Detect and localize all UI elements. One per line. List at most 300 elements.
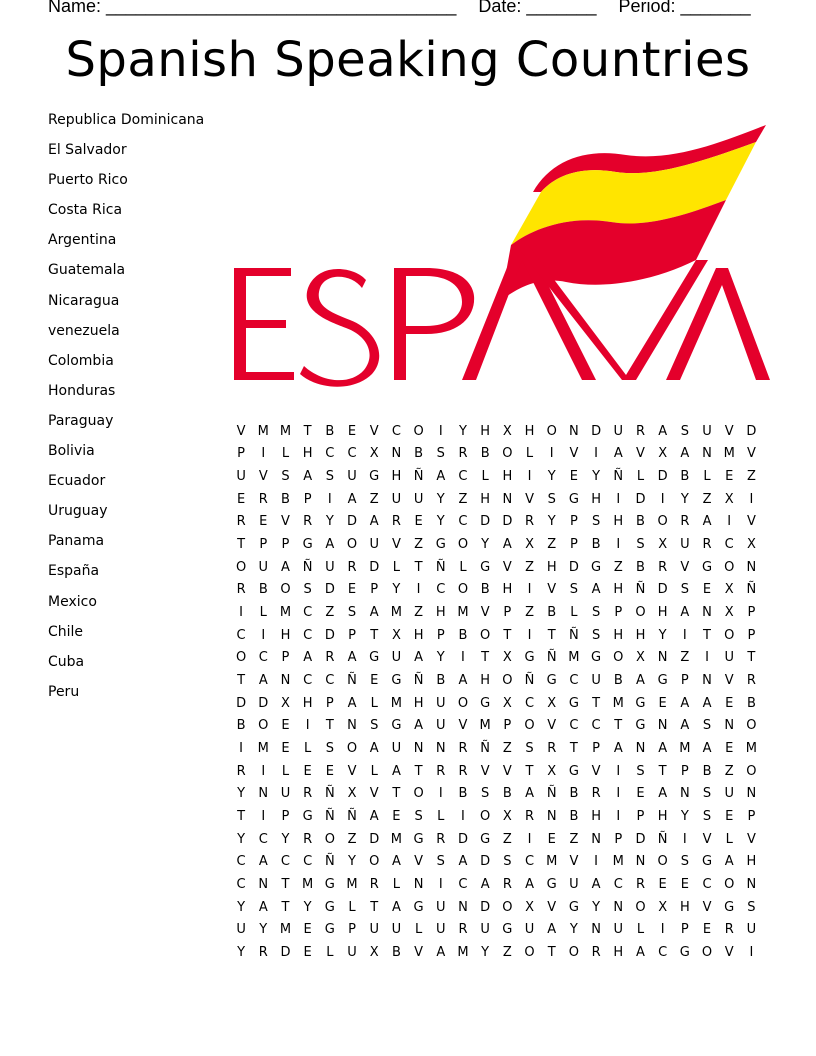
grid-letter[interactable]: T bbox=[569, 741, 578, 757]
grid-letter[interactable]: C bbox=[591, 718, 601, 734]
grid-letter[interactable]: G bbox=[591, 559, 602, 575]
grid-letter[interactable]: R bbox=[391, 514, 401, 530]
grid-letter[interactable]: Ñ bbox=[480, 741, 491, 757]
grid-letter[interactable]: R bbox=[436, 763, 446, 779]
grid-letter[interactable]: L bbox=[525, 446, 534, 462]
grid-letter[interactable]: B bbox=[281, 491, 290, 507]
grid-letter[interactable]: H bbox=[613, 582, 624, 598]
grid-letter[interactable]: U bbox=[369, 537, 379, 553]
grid-letter[interactable]: R bbox=[303, 831, 313, 847]
grid-letter[interactable]: M bbox=[257, 423, 269, 439]
grid-letter[interactable]: Ñ bbox=[324, 786, 335, 802]
grid-letter[interactable]: U bbox=[347, 469, 357, 485]
grid-letter[interactable]: N bbox=[746, 786, 757, 802]
grid-letter[interactable]: Y bbox=[547, 514, 556, 530]
grid-letter[interactable]: N bbox=[258, 876, 269, 892]
grid-letter[interactable]: E bbox=[636, 786, 645, 802]
grid-letter[interactable]: U bbox=[391, 650, 402, 666]
grid-letter[interactable]: T bbox=[392, 786, 401, 802]
grid-letter[interactable]: H bbox=[413, 695, 424, 711]
grid-letter[interactable]: E bbox=[236, 491, 246, 507]
grid-letter[interactable]: Ñ bbox=[347, 673, 357, 689]
grid-letter[interactable]: C bbox=[347, 446, 357, 462]
grid-letter[interactable]: N bbox=[613, 899, 624, 915]
grid-letter[interactable]: E bbox=[325, 763, 334, 779]
grid-letter[interactable]: B bbox=[547, 605, 557, 621]
grid-letter[interactable]: C bbox=[436, 582, 446, 598]
grid-letter[interactable]: Ñ bbox=[347, 808, 357, 824]
grid-letter[interactable]: Y bbox=[547, 469, 556, 485]
grid-letter[interactable]: Ñ bbox=[569, 627, 579, 643]
grid-letter[interactable]: R bbox=[303, 514, 313, 530]
grid-letter[interactable]: Z bbox=[547, 537, 557, 553]
grid-letter[interactable]: A bbox=[613, 446, 623, 462]
grid-letter[interactable]: Ñ bbox=[635, 582, 646, 598]
grid-letter[interactable]: R bbox=[236, 763, 246, 779]
grid-letter[interactable]: P bbox=[436, 627, 445, 643]
grid-letter[interactable]: R bbox=[303, 786, 313, 802]
grid-letter[interactable]: X bbox=[502, 695, 512, 711]
grid-letter[interactable]: C bbox=[280, 854, 290, 870]
grid-letter[interactable]: G bbox=[480, 831, 491, 847]
grid-letter[interactable]: T bbox=[237, 808, 246, 824]
grid-letter[interactable]: B bbox=[502, 786, 512, 802]
grid-letter[interactable]: Y bbox=[237, 899, 246, 915]
grid-letter[interactable]: I bbox=[261, 763, 266, 779]
grid-letter[interactable]: R bbox=[525, 514, 535, 530]
grid-letter[interactable]: B bbox=[258, 582, 268, 598]
grid-letter[interactable]: U bbox=[569, 876, 579, 892]
grid-letter[interactable]: Z bbox=[702, 491, 712, 507]
grid-letter[interactable]: A bbox=[436, 944, 446, 960]
grid-letter[interactable]: I bbox=[660, 922, 665, 938]
grid-letter[interactable]: C bbox=[236, 854, 246, 870]
grid-letter[interactable]: C bbox=[569, 718, 579, 734]
grid-letter[interactable]: D bbox=[591, 423, 602, 439]
grid-letter[interactable]: R bbox=[502, 876, 512, 892]
grid-letter[interactable]: O bbox=[746, 718, 757, 734]
grid-letter[interactable]: E bbox=[370, 673, 379, 689]
grid-letter[interactable]: A bbox=[258, 854, 268, 870]
grid-letter[interactable]: R bbox=[458, 741, 468, 757]
grid-letter[interactable]: U bbox=[391, 922, 402, 938]
grid-letter[interactable]: D bbox=[280, 944, 291, 960]
grid-letter[interactable]: U bbox=[325, 559, 335, 575]
grid-letter[interactable]: N bbox=[679, 786, 690, 802]
grid-letter[interactable]: N bbox=[657, 650, 668, 666]
grid-letter[interactable]: I bbox=[682, 627, 687, 643]
grid-letter[interactable]: Y bbox=[592, 469, 601, 485]
grid-letter[interactable]: O bbox=[657, 514, 668, 530]
grid-letter[interactable]: X bbox=[658, 537, 668, 553]
grid-letter[interactable]: V bbox=[569, 854, 579, 870]
grid-letter[interactable]: N bbox=[746, 876, 757, 892]
grid-letter[interactable]: S bbox=[303, 582, 312, 598]
grid-letter[interactable]: S bbox=[591, 514, 601, 530]
grid-letter[interactable]: Y bbox=[569, 922, 578, 938]
grid-letter[interactable]: N bbox=[702, 446, 712, 462]
grid-letter[interactable]: C bbox=[524, 695, 535, 711]
grid-letter[interactable]: M bbox=[723, 446, 735, 462]
grid-letter[interactable]: E bbox=[725, 808, 734, 824]
grid-letter[interactable]: Y bbox=[658, 627, 667, 643]
grid-letter[interactable]: V bbox=[391, 537, 401, 553]
grid-letter[interactable]: E bbox=[347, 582, 357, 598]
grid-letter[interactable]: O bbox=[413, 423, 424, 439]
grid-letter[interactable]: Z bbox=[525, 605, 534, 621]
grid-letter[interactable]: Z bbox=[414, 537, 424, 553]
grid-letter[interactable]: I bbox=[749, 491, 754, 507]
grid-letter[interactable]: G bbox=[480, 559, 491, 575]
grid-letter[interactable]: S bbox=[436, 446, 445, 462]
grid-letter[interactable]: X bbox=[547, 763, 557, 779]
grid-letter[interactable]: X bbox=[281, 695, 290, 711]
grid-letter[interactable]: B bbox=[636, 514, 645, 530]
grid-letter[interactable]: D bbox=[635, 491, 646, 507]
grid-letter[interactable]: A bbox=[347, 695, 357, 711]
grid-letter[interactable]: O bbox=[746, 763, 757, 779]
grid-letter[interactable]: H bbox=[302, 446, 313, 462]
grid-letter[interactable]: Ñ bbox=[413, 673, 424, 689]
grid-letter[interactable]: T bbox=[325, 718, 334, 734]
grid-letter[interactable]: V bbox=[547, 718, 557, 734]
grid-letter[interactable]: L bbox=[481, 469, 489, 485]
grid-letter[interactable]: M bbox=[279, 605, 292, 621]
grid-letter[interactable]: N bbox=[724, 718, 735, 734]
grid-letter[interactable]: Y bbox=[680, 491, 689, 507]
grid-letter[interactable]: O bbox=[346, 537, 358, 553]
grid-letter[interactable]: S bbox=[547, 491, 556, 507]
grid-letter[interactable]: V bbox=[414, 944, 424, 960]
grid-letter[interactable]: A bbox=[480, 876, 490, 892]
grid-letter[interactable]: A bbox=[458, 854, 468, 870]
grid-letter[interactable]: P bbox=[259, 537, 268, 553]
grid-letter[interactable]: A bbox=[369, 741, 379, 757]
grid-letter[interactable]: A bbox=[325, 537, 335, 553]
grid-letter[interactable]: P bbox=[680, 673, 689, 689]
grid-letter[interactable]: V bbox=[680, 559, 690, 575]
grid-letter[interactable]: E bbox=[303, 944, 312, 960]
grid-letter[interactable]: T bbox=[481, 650, 490, 666]
grid-letter[interactable]: S bbox=[569, 582, 579, 598]
grid-letter[interactable]: L bbox=[636, 922, 645, 938]
grid-letter[interactable]: Y bbox=[237, 831, 246, 847]
grid-letter[interactable]: G bbox=[391, 718, 402, 734]
grid-letter[interactable]: P bbox=[747, 808, 756, 824]
grid-letter[interactable]: E bbox=[725, 741, 734, 757]
grid-letter[interactable]: G bbox=[568, 763, 579, 779]
grid-letter[interactable]: T bbox=[281, 876, 290, 892]
grid-letter[interactable]: C bbox=[569, 673, 579, 689]
grid-letter[interactable]: X bbox=[724, 605, 734, 621]
grid-letter[interactable]: B bbox=[436, 673, 446, 689]
grid-letter[interactable]: U bbox=[436, 695, 446, 711]
grid-letter[interactable]: P bbox=[680, 763, 689, 779]
grid-letter[interactable]: U bbox=[436, 899, 446, 915]
grid-letter[interactable]: L bbox=[392, 559, 401, 575]
grid-letter[interactable]: A bbox=[702, 514, 712, 530]
grid-letter[interactable]: T bbox=[237, 537, 246, 553]
grid-letter[interactable]: I bbox=[261, 446, 266, 462]
grid-letter[interactable]: C bbox=[258, 650, 268, 666]
grid-letter[interactable]: L bbox=[281, 763, 290, 779]
grid-letter[interactable]: E bbox=[702, 582, 712, 598]
grid-letter[interactable]: Z bbox=[746, 469, 756, 485]
grid-letter[interactable]: N bbox=[258, 786, 269, 802]
grid-letter[interactable]: A bbox=[613, 741, 623, 757]
grid-letter[interactable]: P bbox=[325, 695, 334, 711]
grid-letter[interactable]: X bbox=[658, 899, 668, 915]
grid-letter[interactable]: B bbox=[746, 695, 756, 711]
grid-letter[interactable]: E bbox=[303, 763, 312, 779]
grid-letter[interactable]: O bbox=[524, 944, 535, 960]
grid-letter[interactable]: R bbox=[547, 741, 557, 757]
grid-letter[interactable]: Y bbox=[481, 537, 490, 553]
grid-letter[interactable]: O bbox=[457, 695, 469, 711]
grid-letter[interactable]: A bbox=[591, 582, 601, 598]
grid-letter[interactable]: V bbox=[746, 831, 756, 847]
grid-letter[interactable]: T bbox=[414, 763, 423, 779]
grid-letter[interactable]: T bbox=[547, 944, 556, 960]
grid-letter[interactable]: C bbox=[236, 876, 246, 892]
grid-letter[interactable]: D bbox=[502, 514, 513, 530]
grid-letter[interactable]: O bbox=[480, 808, 491, 824]
grid-letter[interactable]: B bbox=[680, 469, 690, 485]
grid-letter[interactable]: V bbox=[281, 514, 290, 530]
date-field[interactable]: Date: _______ bbox=[478, 0, 597, 16]
grid-letter[interactable]: S bbox=[525, 741, 534, 757]
grid-letter[interactable]: B bbox=[569, 808, 579, 824]
grid-letter[interactable]: Y bbox=[348, 854, 356, 870]
grid-letter[interactable]: H bbox=[613, 627, 624, 643]
grid-letter[interactable]: L bbox=[259, 605, 267, 621]
grid-letter[interactable]: I bbox=[239, 605, 244, 621]
grid-letter[interactable]: A bbox=[525, 786, 534, 802]
grid-letter[interactable]: D bbox=[568, 559, 579, 575]
grid-letter[interactable]: O bbox=[657, 854, 668, 870]
grid-letter[interactable]: M bbox=[457, 944, 469, 960]
grid-letter[interactable]: G bbox=[369, 469, 380, 485]
grid-letter[interactable]: R bbox=[458, 446, 468, 462]
grid-letter[interactable]: Y bbox=[325, 514, 334, 530]
grid-letter[interactable]: X bbox=[547, 695, 557, 711]
grid-letter[interactable]: P bbox=[303, 491, 312, 507]
grid-letter[interactable]: I bbox=[594, 446, 599, 462]
grid-letter[interactable]: N bbox=[657, 718, 668, 734]
grid-letter[interactable]: A bbox=[369, 808, 379, 824]
grid-letter[interactable]: C bbox=[724, 537, 734, 553]
grid-letter[interactable]: O bbox=[346, 741, 358, 757]
grid-letter[interactable]: H bbox=[502, 582, 513, 598]
grid-letter[interactable]: G bbox=[657, 673, 668, 689]
grid-letter[interactable]: H bbox=[591, 808, 601, 824]
grid-letter[interactable]: Y bbox=[237, 786, 246, 802]
grid-letter[interactable]: U bbox=[413, 491, 424, 507]
grid-letter[interactable]: M bbox=[546, 854, 558, 870]
grid-letter[interactable]: O bbox=[280, 582, 291, 598]
grid-letter[interactable]: M bbox=[279, 423, 292, 439]
grid-letter[interactable]: N bbox=[591, 922, 601, 938]
grid-letter[interactable]: A bbox=[436, 469, 446, 485]
grid-letter[interactable]: G bbox=[391, 673, 402, 689]
grid-letter[interactable]: A bbox=[258, 899, 268, 915]
grid-letter[interactable]: D bbox=[480, 854, 491, 870]
grid-letter[interactable]: O bbox=[502, 899, 513, 915]
grid-letter[interactable]: V bbox=[724, 423, 734, 439]
grid-letter[interactable]: O bbox=[235, 559, 247, 575]
grid-letter[interactable]: S bbox=[370, 718, 379, 734]
grid-letter[interactable]: M bbox=[279, 922, 292, 938]
grid-letter[interactable]: L bbox=[414, 922, 423, 938]
grid-letter[interactable]: I bbox=[616, 763, 621, 779]
grid-letter[interactable]: A bbox=[258, 673, 268, 689]
grid-letter[interactable]: T bbox=[747, 650, 756, 666]
grid-letter[interactable]: R bbox=[436, 831, 446, 847]
grid-letter[interactable]: A bbox=[658, 786, 668, 802]
grid-letter[interactable]: N bbox=[413, 741, 424, 757]
grid-letter[interactable]: Z bbox=[502, 741, 512, 757]
grid-letter[interactable]: Y bbox=[392, 582, 401, 598]
grid-letter[interactable]: A bbox=[591, 876, 601, 892]
grid-letter[interactable]: O bbox=[568, 944, 580, 960]
grid-letter[interactable]: I bbox=[527, 469, 532, 485]
grid-letter[interactable]: G bbox=[324, 899, 335, 915]
grid-letter[interactable]: E bbox=[725, 695, 734, 711]
grid-letter[interactable]: U bbox=[369, 922, 379, 938]
grid-letter[interactable]: M bbox=[390, 695, 403, 711]
grid-letter[interactable]: E bbox=[281, 718, 290, 734]
grid-letter[interactable]: D bbox=[369, 831, 380, 847]
grid-letter[interactable]: S bbox=[436, 854, 445, 870]
grid-letter[interactable]: M bbox=[612, 854, 624, 870]
grid-letter[interactable]: S bbox=[481, 786, 490, 802]
grid-letter[interactable]: P bbox=[569, 514, 578, 530]
grid-letter[interactable]: D bbox=[324, 582, 335, 598]
grid-letter[interactable]: X bbox=[658, 446, 668, 462]
grid-letter[interactable]: E bbox=[658, 695, 667, 711]
grid-letter[interactable]: H bbox=[480, 673, 491, 689]
grid-letter[interactable]: Z bbox=[569, 831, 579, 847]
grid-letter[interactable]: N bbox=[435, 741, 446, 757]
grid-letter[interactable]: S bbox=[325, 741, 334, 757]
grid-letter[interactable]: U bbox=[613, 922, 624, 938]
grid-letter[interactable]: E bbox=[658, 876, 667, 892]
grid-letter[interactable]: U bbox=[746, 922, 757, 938]
grid-letter[interactable]: C bbox=[303, 854, 313, 870]
grid-letter[interactable]: I bbox=[461, 808, 465, 824]
grid-letter[interactable]: S bbox=[325, 469, 334, 485]
grid-letter[interactable]: O bbox=[457, 582, 469, 598]
grid-letter[interactable]: V bbox=[702, 899, 712, 915]
grid-letter[interactable]: T bbox=[525, 763, 534, 779]
grid-letter[interactable]: Y bbox=[237, 944, 246, 960]
grid-letter[interactable]: H bbox=[391, 469, 402, 485]
grid-letter[interactable]: I bbox=[416, 582, 421, 598]
grid-letter[interactable]: A bbox=[391, 899, 401, 915]
grid-letter[interactable]: G bbox=[413, 831, 424, 847]
grid-letter[interactable]: S bbox=[702, 718, 712, 734]
grid-letter[interactable]: I bbox=[461, 650, 465, 666]
grid-letter[interactable]: C bbox=[524, 854, 535, 870]
grid-letter[interactable]: H bbox=[502, 469, 513, 485]
grid-letter[interactable]: G bbox=[324, 876, 335, 892]
grid-letter[interactable]: H bbox=[657, 808, 668, 824]
grid-letter[interactable]: I bbox=[261, 808, 266, 824]
grid-letter[interactable]: A bbox=[502, 537, 512, 553]
grid-letter[interactable]: G bbox=[480, 695, 491, 711]
grid-letter[interactable]: E bbox=[414, 514, 423, 530]
grid-letter[interactable]: R bbox=[591, 944, 601, 960]
grid-letter[interactable]: Ñ bbox=[546, 786, 557, 802]
grid-letter[interactable]: I bbox=[327, 491, 332, 507]
grid-letter[interactable]: I bbox=[616, 537, 621, 553]
grid-letter[interactable]: G bbox=[502, 922, 513, 938]
grid-letter[interactable]: I bbox=[749, 944, 754, 960]
grid-letter[interactable]: S bbox=[702, 808, 712, 824]
grid-letter[interactable]: Ñ bbox=[546, 650, 557, 666]
grid-letter[interactable]: C bbox=[303, 673, 313, 689]
grid-letter[interactable]: Y bbox=[259, 922, 268, 938]
grid-letter[interactable]: A bbox=[458, 673, 468, 689]
grid-letter[interactable]: H bbox=[302, 695, 313, 711]
grid-letter[interactable]: C bbox=[458, 876, 468, 892]
grid-letter[interactable]: I bbox=[438, 423, 443, 439]
grid-letter[interactable]: L bbox=[348, 899, 356, 915]
grid-letter[interactable]: U bbox=[680, 537, 690, 553]
grid-letter[interactable]: V bbox=[591, 763, 601, 779]
grid-letter[interactable]: V bbox=[347, 763, 357, 779]
grid-letter[interactable]: V bbox=[569, 446, 579, 462]
grid-letter[interactable]: O bbox=[724, 876, 735, 892]
grid-letter[interactable]: C bbox=[702, 876, 712, 892]
grid-letter[interactable]: R bbox=[236, 514, 246, 530]
grid-letter[interactable]: N bbox=[635, 741, 646, 757]
grid-letter[interactable]: P bbox=[614, 605, 623, 621]
grid-letter[interactable]: H bbox=[480, 491, 491, 507]
grid-letter[interactable]: Ñ bbox=[613, 469, 624, 485]
grid-letter[interactable]: B bbox=[613, 673, 623, 689]
grid-letter[interactable]: R bbox=[258, 944, 268, 960]
grid-letter[interactable]: O bbox=[457, 537, 469, 553]
grid-letter[interactable]: N bbox=[746, 559, 757, 575]
grid-letter[interactable]: U bbox=[724, 786, 734, 802]
grid-letter[interactable]: A bbox=[525, 876, 534, 892]
grid-letter[interactable]: Z bbox=[502, 944, 512, 960]
grid-letter[interactable]: P bbox=[747, 605, 756, 621]
name-field[interactable]: Name: ___________________________________ bbox=[48, 0, 457, 16]
grid-letter[interactable]: P bbox=[747, 627, 756, 643]
grid-letter[interactable]: C bbox=[303, 627, 313, 643]
grid-letter[interactable]: B bbox=[391, 944, 401, 960]
grid-letter[interactable]: I bbox=[527, 831, 532, 847]
grid-letter[interactable]: U bbox=[391, 741, 402, 757]
grid-letter[interactable]: G bbox=[591, 650, 602, 666]
grid-letter[interactable]: A bbox=[680, 446, 690, 462]
grid-letter[interactable]: R bbox=[635, 876, 645, 892]
grid-letter[interactable]: T bbox=[503, 627, 512, 643]
grid-letter[interactable]: S bbox=[591, 627, 601, 643]
grid-letter[interactable]: M bbox=[679, 741, 691, 757]
grid-letter[interactable]: N bbox=[546, 808, 557, 824]
grid-letter[interactable]: U bbox=[480, 922, 490, 938]
grid-letter[interactable]: T bbox=[703, 627, 711, 643]
grid-letter[interactable]: S bbox=[680, 423, 689, 439]
grid-letter[interactable]: Y bbox=[281, 831, 290, 847]
grid-letter[interactable]: I bbox=[705, 650, 709, 666]
grid-letter[interactable]: Y bbox=[436, 514, 445, 530]
grid-letter[interactable]: X bbox=[525, 537, 534, 553]
grid-letter[interactable]: G bbox=[302, 808, 313, 824]
